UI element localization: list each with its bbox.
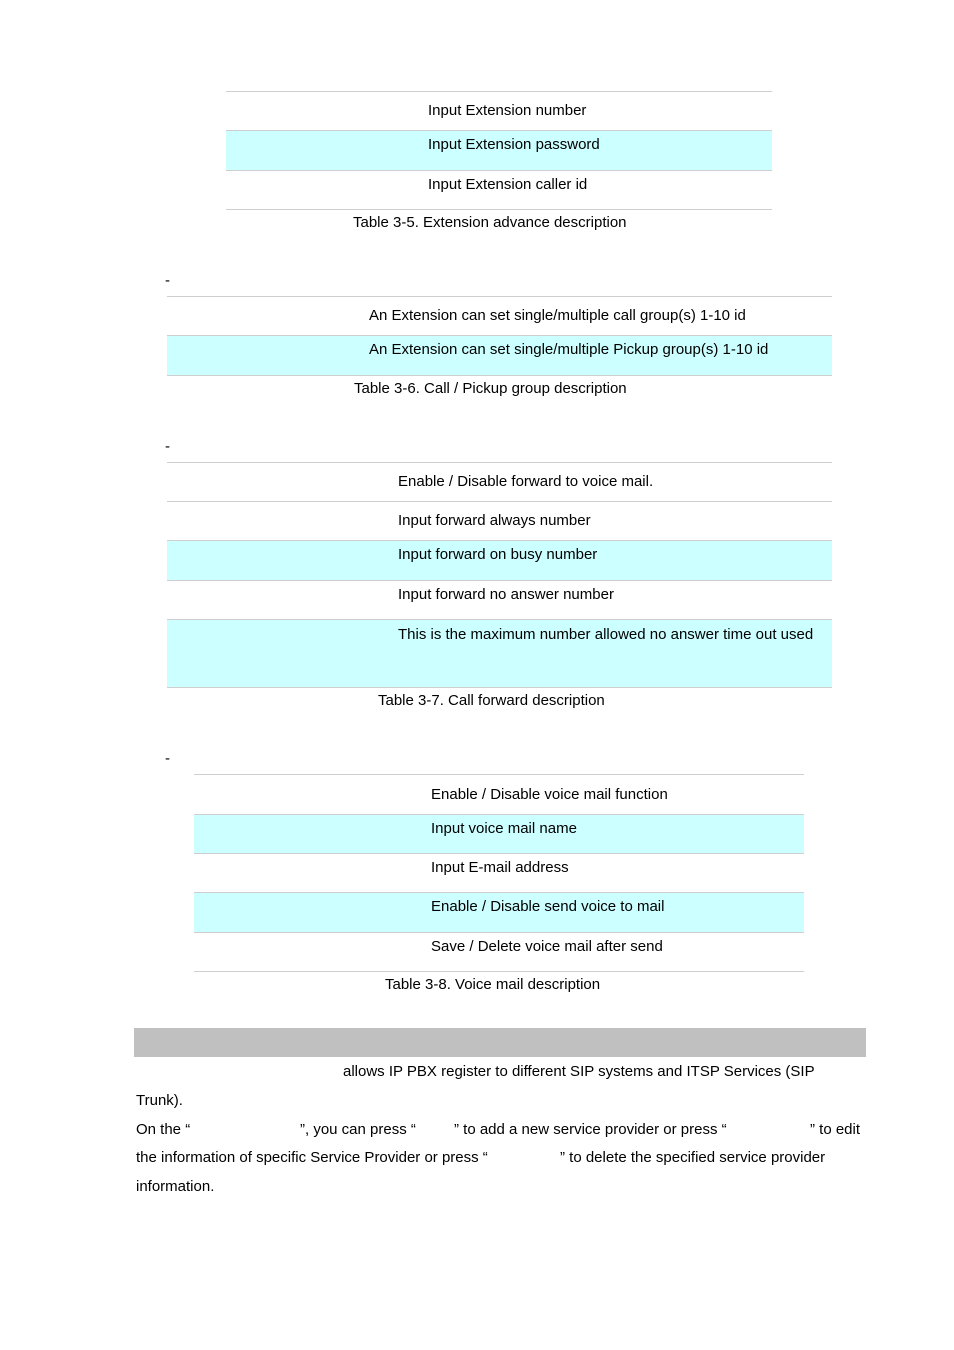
table-row [226,170,772,210]
table-caption: Table 3-5. Extension advance description [353,214,627,231]
row-description: Input E-mail address [431,859,569,876]
table-row [167,540,832,580]
table-3-6 [167,296,832,376]
row-description: Input Extension number [428,102,587,119]
table-row [167,619,832,688]
table-3-7 [167,462,832,688]
table-row [226,91,772,130]
row-description: Input Extension caller id [428,176,588,193]
body-line-4-part-a: the information of specific Service Provider or press “ [136,1149,488,1166]
table-row [167,462,832,501]
section-heading-bar [134,1028,866,1057]
table-row [167,501,832,540]
body-line-3-part-d: ” to edit [810,1121,861,1138]
row-description: Input forward on busy number [398,546,598,563]
row-description: Enable / Disable forward to voice mail. [398,473,654,490]
table-row [167,296,832,335]
row-description: Input Extension password [428,136,600,153]
table-caption: Table 3-6. Call / Pickup group description [354,380,627,397]
table-row [194,892,804,932]
table-row [194,932,804,972]
body-line-3-part-a: On the “ [136,1121,191,1138]
body-line-1: allows IP PBX register to different SIP systems and ITSP Services (SIP [343,1063,815,1080]
body-line-4-part-b: ” to delete the specified service provider [560,1149,826,1166]
body-line-2: Trunk). [136,1092,183,1109]
table-row [226,130,772,170]
row-description: This is the maximum number allowed no answer time out used [398,626,814,643]
list-bullet: - [165,750,170,767]
row-description: Input voice mail name [431,820,577,837]
row-description: Enable / Disable send voice to mail [431,898,665,915]
row-description: An Extension can set single/multiple Pickup group(s) 1-10 id [369,341,769,358]
row-description: An Extension can set single/multiple call group(s) 1-10 id [369,307,746,324]
table-row [194,853,804,892]
table-caption: Table 3-8. Voice mail description [385,976,601,993]
table-3-8 [194,774,804,972]
table-3-5 [226,91,772,210]
table-row [194,774,804,814]
row-description: Input forward always number [398,512,591,529]
list-bullet: - [165,438,170,455]
table-row [167,580,832,619]
body-line-3-part-b: ”, you can press “ [300,1121,416,1138]
body-line-3-part-c: ” to add a new service provider or press “ [454,1121,727,1138]
row-description: Input forward no answer number [398,586,614,603]
table-row [167,335,832,376]
table-row [194,814,804,853]
table-caption: Table 3-7. Call forward description [378,692,605,709]
row-description: Save / Delete voice mail after send [431,938,663,955]
list-bullet: - [165,272,170,289]
row-description: Enable / Disable voice mail function [431,786,668,803]
body-line-5: information. [136,1178,215,1195]
